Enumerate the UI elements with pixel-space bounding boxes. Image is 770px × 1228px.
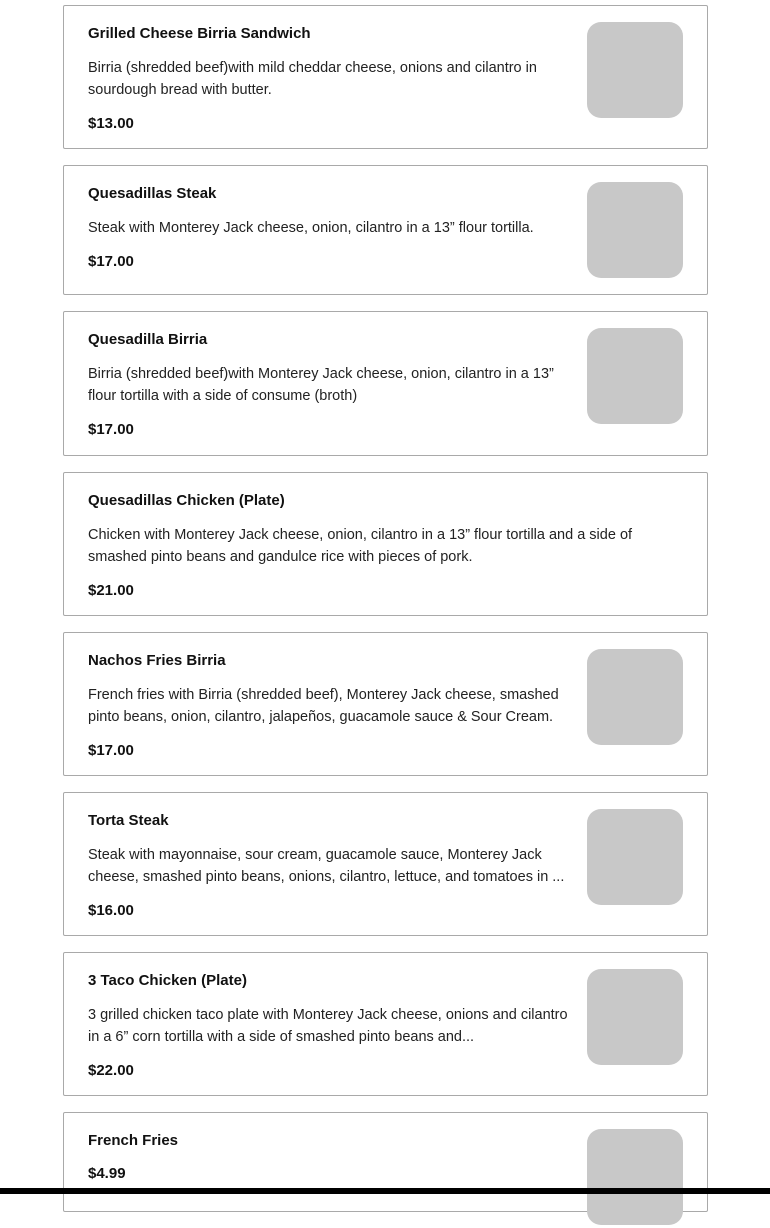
menu-item-text <box>88 330 574 440</box>
menu-item-price: $21.00 <box>88 582 134 599</box>
menu-item-price: $16.00 <box>88 902 134 919</box>
menu-item-description: Birria (shredded beef)with mild cheddar cheese, onions and cilantro in sourdough bread with butter. <box>88 60 537 98</box>
menu-item-name: 3 Taco Chicken (Plate) <box>88 972 247 989</box>
menu-item-image-placeholder <box>587 328 683 424</box>
menu-item-description: Steak with mayonnaise, sour cream, guacamole sauce, Monterey Jack cheese, smashed pinto beans, onions, cilantro, lettuce, and tomatoes in ... <box>88 847 565 885</box>
menu-item-image-placeholder <box>587 649 683 745</box>
menu-item-name: French Fries <box>88 1132 179 1149</box>
menu-item-text <box>88 1131 574 1184</box>
menu-item-text <box>88 811 574 921</box>
menu-item-card[interactable] <box>63 632 708 776</box>
menu-item-name: Quesadillas Steak <box>88 185 217 202</box>
menu-item-card[interactable] <box>63 792 708 936</box>
menu-item-card[interactable] <box>63 1112 708 1212</box>
menu-item-name: Nachos Fries Birria <box>88 652 226 669</box>
menu-item-image-placeholder <box>587 809 683 905</box>
menu-item-card[interactable] <box>63 311 708 456</box>
menu-item-price: $17.00 <box>88 742 134 759</box>
menu-item-image-placeholder <box>587 22 683 118</box>
menu-item-name: Quesadilla Birria <box>88 331 208 348</box>
bottom-bar <box>0 1188 770 1194</box>
menu-item-card[interactable] <box>63 472 708 616</box>
menu-item-price: $13.00 <box>88 115 134 132</box>
menu-item-description: 3 grilled chicken taco plate with Monterey Jack cheese, onions and cilantro in a 6” corn tortilla with a side of smashed pinto beans and... <box>88 1007 568 1045</box>
menu-item-price: $22.00 <box>88 1062 134 1079</box>
menu-item-card[interactable] <box>63 5 708 149</box>
menu-item-name: Grilled Cheese Birria Sandwich <box>88 25 311 42</box>
menu-item-text <box>88 651 574 761</box>
menu-item-description: Steak with Monterey Jack cheese, onion, cilantro in a 13” flour tortilla. <box>88 220 534 236</box>
menu-item-description: Birria (shredded beef)with Monterey Jack cheese, onion, cilantro in a 13” flour tortilla with a side of consume (broth) <box>88 366 554 404</box>
menu-item-image-placeholder <box>587 1129 683 1225</box>
menu-item-name: Quesadillas Chicken (Plate) <box>88 492 285 509</box>
menu-item-text <box>88 491 668 601</box>
menu-item-price: $17.00 <box>88 253 134 270</box>
menu-item-image-placeholder <box>587 182 683 278</box>
menu-item-text <box>88 184 574 272</box>
menu-item-text <box>88 971 574 1081</box>
menu-item-description: Chicken with Monterey Jack cheese, onion, cilantro in a 13” flour tortilla and a side of smashed pinto beans and gandulce rice with pieces of pork. <box>88 527 633 565</box>
menu-item-price: $4.99 <box>88 1165 126 1182</box>
menu-item-price: $17.00 <box>88 421 134 438</box>
menu-item-card[interactable] <box>63 165 708 295</box>
menu-list <box>63 5 708 1228</box>
menu-item-text <box>88 24 574 134</box>
menu-item-description: French fries with Birria (shredded beef), Monterey Jack cheese, smashed pinto beans, onion, cilantro, jalapeños, guacamole sauce & Sour Cream. <box>88 687 559 725</box>
menu-item-image-placeholder <box>587 969 683 1065</box>
menu-item-card[interactable] <box>63 952 708 1096</box>
menu-item-name: Torta Steak <box>88 812 169 829</box>
